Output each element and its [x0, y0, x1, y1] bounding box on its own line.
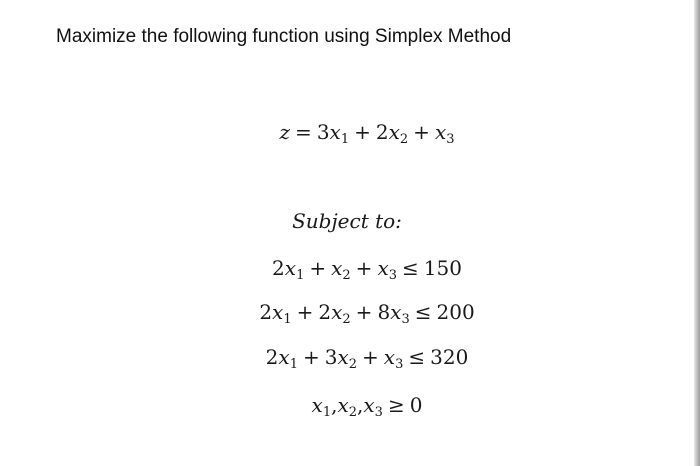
term-subscript: 3 [388, 268, 397, 283]
constraint-3 [20, 345, 700, 372]
term-variable: x [331, 300, 343, 324]
term-subscript: 1 [296, 268, 305, 283]
equals-sign: = [295, 120, 312, 144]
term-coefficient: 3 [324, 345, 338, 369]
term-variable: x [390, 300, 402, 324]
term-coefficient: 3 [316, 120, 330, 144]
term-variable: x [363, 393, 375, 417]
subject-to-label: Subject to: [292, 209, 402, 233]
term-variable: x [337, 345, 349, 369]
term-subscript: 1 [340, 132, 350, 147]
term-coefficient: 2 [265, 345, 279, 369]
plus-sign: + [362, 345, 379, 369]
objective-lhs: z [279, 120, 291, 144]
comma-separator: , [357, 393, 364, 417]
term-coefficient: 2 [259, 300, 273, 324]
term-coefficient: 2 [318, 300, 332, 324]
plus-sign: + [355, 300, 373, 324]
term-subscript: 2 [399, 132, 409, 147]
term-subscript: 2 [348, 405, 358, 420]
term-subscript: 3 [395, 357, 404, 372]
term-variable: x [278, 345, 290, 369]
term-variable: x [337, 393, 349, 417]
term-coefficient: 2 [375, 120, 389, 144]
constraint-rhs: 150 [423, 256, 462, 280]
term-subscript: 1 [322, 405, 332, 420]
plus-sign: + [302, 345, 320, 369]
term-variable: x [388, 120, 400, 144]
constraint-1 [20, 256, 700, 283]
term-variable: x [383, 345, 396, 369]
comma-separator: , [331, 393, 338, 417]
term-subscript: 1 [283, 312, 292, 327]
term-subscript: 3 [401, 312, 410, 327]
term-variable: x [311, 393, 323, 417]
term-variable: x [329, 120, 341, 144]
plus-sign: + [354, 120, 371, 144]
problem-heading: Maximize the following function using Simplex Method [56, 26, 512, 47]
term-subscript: 2 [348, 357, 358, 372]
constraint-2 [20, 300, 700, 327]
objective-function [20, 120, 700, 147]
term-coefficient: 2 [272, 256, 285, 280]
relation-sign: ≤ [414, 300, 432, 324]
constraint-rhs: 320 [430, 345, 469, 369]
term-subscript: 2 [342, 312, 351, 327]
term-subscript: 3 [374, 405, 383, 420]
plus-sign: + [309, 256, 327, 280]
term-variable: x [284, 256, 297, 280]
plus-sign: + [413, 120, 430, 144]
nonnegativity-constraint [20, 393, 700, 420]
plus-sign: + [355, 256, 373, 280]
term-variable: x [434, 120, 447, 144]
constraint-rhs: 200 [436, 300, 475, 324]
nonnegativity-rhs: 0 [409, 393, 423, 417]
term-variable: x [272, 300, 284, 324]
term-variable: x [331, 256, 343, 280]
plus-sign: + [296, 300, 314, 324]
relation-sign: ≤ [402, 256, 419, 280]
term-variable: x [377, 256, 389, 280]
term-subscript: 2 [342, 268, 351, 283]
term-subscript: 1 [289, 357, 298, 372]
term-subscript: 3 [446, 132, 455, 147]
relation-sign: ≥ [387, 393, 405, 417]
relation-sign: ≤ [408, 345, 426, 369]
term-coefficient: 8 [377, 300, 391, 324]
